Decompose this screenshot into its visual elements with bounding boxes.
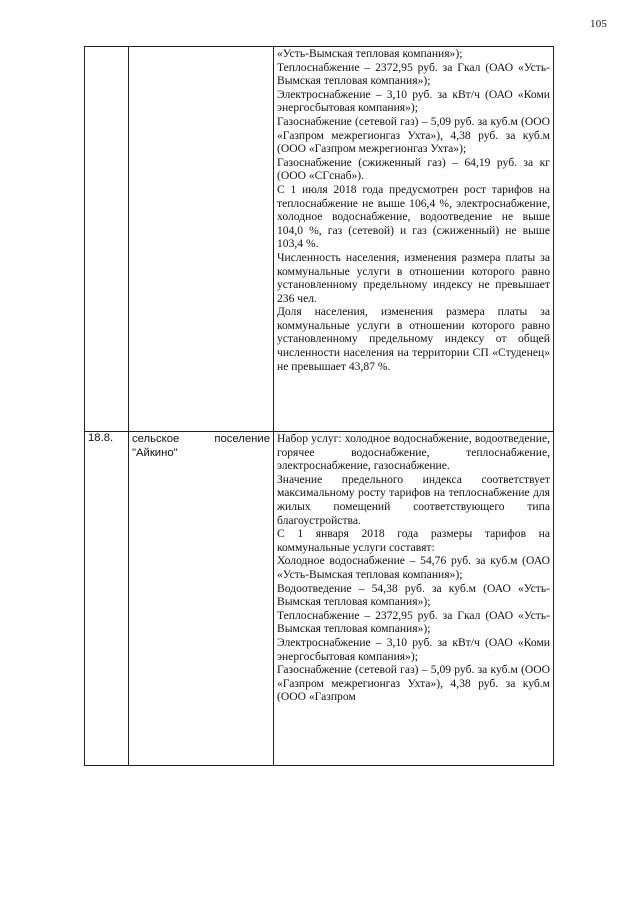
- row-number-cell: [85, 47, 129, 432]
- settlement-name-cell: [129, 432, 274, 766]
- description-paragraph: Газоснабжение (сетевой газ) – 5,09 руб. за куб.м (ООО «Газпром межрегионгаз Ухта»), 4,38 руб. за куб.м (ООО «Газпром: [277, 663, 550, 704]
- settlement-name: "Айкино": [132, 447, 178, 459]
- description-paragraph: С 1 июля 2018 года предусмотрен рост тарифов на теплоснабжение не выше 106,4 %, электроснабжение, холодное водоснабжение, водоотведение не выше 104,0 %, газ (сетевой) и газ (сжиженный) не выше 103,4 %.: [277, 182, 550, 251]
- description-paragraph: Электроснабжение – 3,10 руб. за кВт/ч (ОАО «Коми энергосбытовая компания»);: [277, 635, 550, 663]
- description-paragraph: Теплоснабжение – 2372,95 руб. за Гкал (ОАО «Усть-Вымская тепловая компания»);: [277, 60, 550, 88]
- description-paragraph: Холодное водоснабжение – 54,76 руб. за куб.м (ОАО «Усть-Вымская тепловая компания»);: [277, 554, 550, 581]
- table-row: [85, 47, 554, 432]
- table-row: [85, 432, 554, 766]
- description-cell: [274, 432, 554, 766]
- description-paragraph: С 1 января 2018 года размеры тарифов на коммунальные услуги составят:: [277, 527, 550, 554]
- settlement-type-word: поселение: [214, 433, 270, 445]
- description-paragraph: «Усть-Вымская тепловая компания»);: [277, 47, 463, 60]
- description-paragraph: Численность населения, изменения размера платы за коммунальные услуги в отношении которого равно установленному предельному индексу не превышает 236 чел.: [277, 250, 550, 305]
- settlement-type-word: сельское: [132, 433, 180, 445]
- description-paragraph: Доля населения, изменения размера платы за коммунальные услуги в отношении которого равно установленному предельному индексу от общей численности населения на территории СП «Студенец» не превышает 43,87 %.: [277, 305, 550, 373]
- row-number-cell: 18.8.: [85, 432, 129, 766]
- description-paragraph: Водоотведение – 54,38 руб. за куб.м (ОАО «Усть-Вымская тепловая компания»);: [277, 581, 550, 609]
- description-paragraph: Электроснабжение – 3,10 руб. за кВт/ч (ОАО «Коми энергосбытовая компания»);: [277, 87, 550, 115]
- description-paragraph: Теплоснабжение – 2372,95 руб. за Гкал (ОАО «Усть-Вымская тепловая компания»);: [277, 608, 550, 636]
- page-number: 105: [590, 18, 608, 30]
- description-paragraph: Значение предельного индекса соответствует максимальному росту тарифов на теплоснабжение для жилых помещений соответствующего типа благоустройства.: [277, 472, 550, 527]
- tariff-table: [84, 46, 554, 766]
- description-paragraph: Газоснабжение (сетевой газ) – 5,09 руб. за куб.м (ООО «Газпром межрегионгаз Ухта»), 4,38 руб. за куб.м (ООО «Газпром межрегионгаз Ухта»);: [277, 114, 550, 156]
- settlement-name-cell: [129, 47, 274, 432]
- description-paragraph: Набор услуг: холодное водоснабжение, водоотведение, горячее водоснабжение, теплоснабжение, электроснабжение, газоснабжение.: [277, 432, 550, 473]
- description-paragraph: Газоснабжение (сжиженный газ) – 64,19 руб. за кг (ООО «СГснаб»).: [277, 155, 550, 183]
- description-cell: [274, 47, 554, 432]
